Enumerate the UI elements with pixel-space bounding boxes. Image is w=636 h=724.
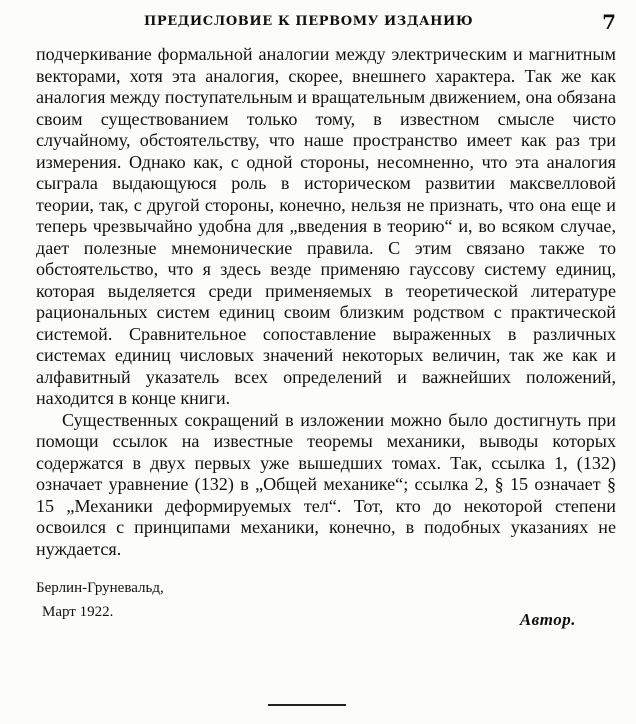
running-header-title: ПРЕДИСЛОВИЕ К ПЕРВОМУ ИЗДАНИЮ	[144, 14, 474, 29]
dateline-place: Берлин-Груневальд,	[36, 580, 164, 596]
page-number: 7	[602, 10, 616, 34]
paragraph-continued: подчеркивание формальной аналогии между электрическим и магнитным векторами, хотя эта аналогия, скорее, внешнего характера. Так же как аналогия между поступательным и вращательным движением, она обязана своим существованием только тому, в известном смысле чисто случайному, обстоятельству, что наше пространство имеет как раз три измерения. Однако как, с одной стороны, несомненно, что эта аналогия сыграла выдающуюся роль в историческом развитии максвелловой теории, так, с другой стороны, конечно, нельзя не признать, что она еще и теперь чрезвычайно удобна для „введения в теорию“ и, во всяком случае, дает полезные мнемонические правила. С этим связано также то обстоятельство, что я здесь везде применяю гауссову систему единиц, которая выделяется среди применяемых в теоретической литературе рациональных систем единиц своим близким родством с практической системой. Сравнительное сопоставление выраженных в различных системах единиц числовых значений некоторых величин, так же как и алфавитный указатель всех определений и важнейших положений, находится в конце книги.	[36, 44, 616, 408]
dateline	[36, 576, 164, 624]
paragraph-references: Существенных сокращений в изложении можно было достигнуть при помощи ссылок на известные теоремы механики, выводы которых содержатся в двух первых уже вышедших томах. Так, ссылка 1, (132) означает уравнение (132) в „Общей механике“; ссылка 2, § 15 означает § 15 „Механики деформируемых тел“. Тот, кто до некоторой степени освоился с принципами механики, конечно, в подобных указаниях не нуждается.	[36, 409, 616, 559]
running-header	[36, 10, 616, 36]
bottom-rule	[268, 704, 346, 706]
dateline-date: Март 1922.	[42, 604, 114, 620]
body-text	[36, 44, 616, 560]
author-signature: Автор.	[519, 610, 576, 629]
